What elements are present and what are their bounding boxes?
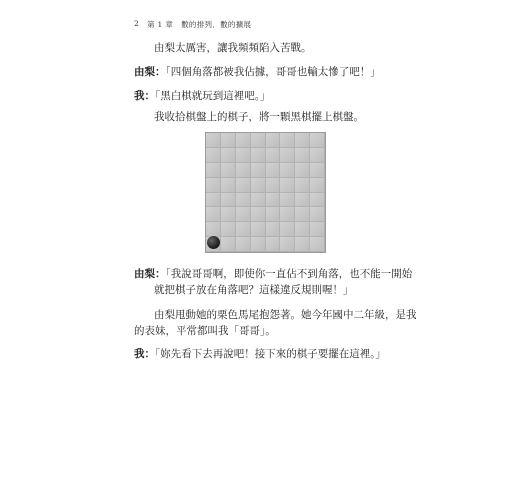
board-cell [280,207,295,222]
board-cell [266,222,281,237]
board-cell [236,207,251,222]
board-cell [295,148,310,163]
dialogue-text: 「我說哥哥啊，即使你一直佔不到角落，也不能一開始 [165,268,413,280]
dialogue-me-1 [134,88,404,104]
board-cell [295,207,310,222]
board-cell [221,133,236,148]
board-cell [251,222,266,237]
board-cell [295,193,310,208]
paragraph-6-line-2: 的表妹，平常都叫我「哥哥」。 [134,325,276,337]
board-cell [280,148,295,163]
board-cell [236,163,251,178]
dialogue-text: 「四個角落都被我佔據，哥哥也輸太慘了吧！」 [165,66,381,78]
board-cell [221,193,236,208]
board-cell [295,163,310,178]
board-cell [251,237,266,252]
paragraph-6-line-1: 由梨甩動她的栗色馬尾抱怨著。她今年國中二年級，是我 [154,309,417,321]
board-cell [280,178,295,193]
board-cell [206,148,221,163]
board-cell [295,178,310,193]
board-cell [266,237,281,252]
board-cell [266,163,281,178]
board-cell [251,207,266,222]
dialogue-continuation: 就把棋子放在角落吧？這樣違反規則喔！」 [154,284,354,296]
running-head [134,19,251,30]
board-cell [236,178,251,193]
speaker-label: 由梨： [134,66,166,78]
board-cell [236,148,251,163]
board-cell [295,222,310,237]
chapter-title: 數的排列．數的擴展 [181,20,252,29]
board-cell [236,222,251,237]
board-cell [266,207,281,222]
board-cell [295,237,310,252]
dialogue-text: 「妳先看下去再說吧！接下來的棋子要擺在這裡。」 [155,348,386,360]
board-cell [310,163,325,178]
board-cell [280,193,295,208]
board-cell [221,148,236,163]
dialogue-yuri-1 [134,64,404,80]
board-cell [206,222,221,237]
board-cell [310,207,325,222]
board-cell [236,133,251,148]
board-cell [280,133,295,148]
board-cell [251,193,266,208]
board-cell [206,178,221,193]
board-cell [266,178,281,193]
board-cell [221,222,236,237]
black-stone [207,236,220,249]
board-cell [266,148,281,163]
dialogue-text: 「黑白棋就玩到這裡吧。」 [155,90,271,102]
board-cell [310,148,325,163]
board-cell [206,163,221,178]
board-cell [221,163,236,178]
paragraph-1: 由梨太厲害，讓我頻頻陷入苦戰。 [154,42,312,54]
board-cell [295,133,310,148]
board-cell [236,237,251,252]
board-cell [280,163,295,178]
speaker-label: 我： [134,90,155,102]
othello-board [206,133,325,252]
board-cell [310,237,325,252]
board-cell [310,178,325,193]
dialogue-me-2 [134,346,404,362]
board-cell [310,133,325,148]
board-cell [251,148,266,163]
board-cell [221,207,236,222]
board-cell [266,193,281,208]
board-cell [206,207,221,222]
board-cell [280,222,295,237]
speaker-label: 我： [134,348,155,360]
paragraph-4: 我收拾棋盤上的棋子，將一顆黑棋擺上棋盤。 [154,111,364,123]
board-cell [251,178,266,193]
page-number: 2 [134,19,140,28]
board-cell [266,133,281,148]
board-cell [280,237,295,252]
board-cell [310,222,325,237]
board-cell [236,193,251,208]
board-cell [251,163,266,178]
board-cell [221,178,236,193]
board-cell [310,193,325,208]
dialogue-yuri-2 [134,266,413,282]
speaker-label: 由梨： [134,268,166,280]
board-cell [251,133,266,148]
board-cell [206,133,221,148]
board-cell [206,193,221,208]
board-cell [221,237,236,252]
chapter-label: 第 1 章 [147,20,174,29]
